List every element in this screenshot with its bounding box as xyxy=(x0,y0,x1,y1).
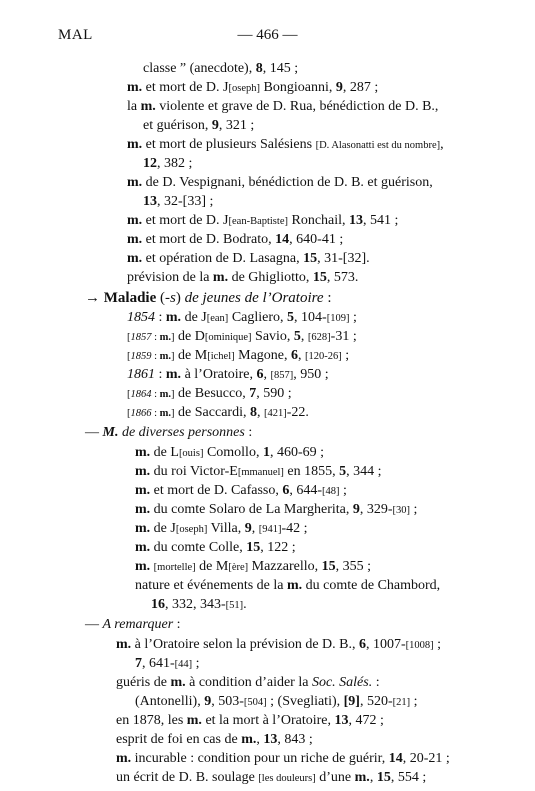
text-run: à condition d’aider la xyxy=(185,675,312,690)
text-run: 1861 xyxy=(127,367,155,382)
text-run: de D. Vespignani, bénédiction de D. B. et guérison, xyxy=(142,175,433,190)
index-line xyxy=(116,636,441,655)
text-run: et mort de plusieurs Salésiens xyxy=(142,137,316,152)
index-line xyxy=(127,250,370,268)
text-run: : xyxy=(323,290,332,306)
text-run: [941] xyxy=(258,524,282,535)
text-run: , 321 ; xyxy=(218,118,255,133)
text-run: -s xyxy=(165,290,176,306)
index-line xyxy=(85,424,252,442)
text-run: [ouis] xyxy=(178,448,204,459)
text-run: m. xyxy=(127,175,143,190)
index-line xyxy=(116,674,380,692)
text-run: m. xyxy=(159,389,172,400)
text-run: (Antonelli), xyxy=(135,694,205,709)
index-line xyxy=(135,693,418,712)
text-run: de J xyxy=(181,310,207,325)
index-line xyxy=(127,136,444,155)
text-run: [1008] xyxy=(405,640,434,651)
text-run: et mort de D. J xyxy=(142,80,229,95)
text-run: M. xyxy=(102,425,119,440)
text-run: , 344 ; xyxy=(346,464,382,479)
text-run: de L xyxy=(150,445,179,460)
text-run: m. xyxy=(135,521,151,536)
text-run: ; (Svegliati), xyxy=(266,694,344,709)
text-run: : xyxy=(151,351,160,362)
text-run: : xyxy=(155,310,166,325)
text-run: ; xyxy=(192,656,200,671)
text-run: en 1878, les xyxy=(116,713,187,728)
text-run: du comte de Chambord, xyxy=(302,578,441,593)
text-run: Cagliero, xyxy=(228,310,288,325)
text-run: 9 xyxy=(211,118,219,133)
text-run: 1857 xyxy=(130,332,152,343)
text-run: A remarquer xyxy=(102,617,174,632)
text-run: 5 xyxy=(293,329,301,344)
text-run: et opération de D. Lasagna, xyxy=(142,251,304,266)
text-run: Savio, xyxy=(251,329,294,344)
text-run: de M xyxy=(174,348,208,363)
text-run: m. xyxy=(140,99,156,114)
text-run: du roi Victor-E xyxy=(150,464,238,479)
text-run: — xyxy=(85,617,103,632)
text-run: prévision de la xyxy=(127,270,213,285)
text-run: ] xyxy=(171,332,175,343)
index-line xyxy=(143,155,192,173)
text-run: , xyxy=(298,348,306,363)
text-run: , xyxy=(256,405,264,420)
text-run: 7 xyxy=(135,656,142,671)
text-run: , xyxy=(251,521,259,536)
index-line xyxy=(143,60,298,78)
text-run: 13 xyxy=(349,213,364,228)
text-run: ; xyxy=(339,483,347,498)
text-run: m. xyxy=(159,351,172,362)
text-run: en 1855, xyxy=(283,464,340,479)
text-run: de Besucco, xyxy=(174,386,250,401)
text-run: de J xyxy=(150,521,176,536)
text-run: et mort de D. Cafasso, xyxy=(150,483,283,498)
text-run: m. xyxy=(135,502,151,517)
text-run: : xyxy=(151,389,160,400)
text-run: de M xyxy=(195,559,229,574)
text-run: du comte Solaro de La Margherita, xyxy=(150,502,353,517)
text-run: ; xyxy=(349,310,357,325)
text-run: → xyxy=(85,290,104,306)
index-line xyxy=(127,309,357,328)
text-run: ; xyxy=(410,502,418,517)
text-run: Villa, xyxy=(207,521,245,536)
text-run: , 641- xyxy=(142,656,175,671)
text-run: , xyxy=(300,329,308,344)
text-run: , 573. xyxy=(326,270,359,285)
text-run: incurable : condition pour un riche de guérir, xyxy=(131,751,389,766)
text-run: m. xyxy=(241,732,257,747)
text-run: de Saccardi, xyxy=(174,405,250,420)
text-run: [21] xyxy=(392,697,411,708)
text-run: , 104- xyxy=(294,310,327,325)
text-run: 12 xyxy=(143,156,157,171)
section-heading xyxy=(85,289,332,308)
text-run: 14 xyxy=(388,751,403,766)
text-run: 1 xyxy=(262,445,270,460)
text-run: , 382 ; xyxy=(157,156,193,171)
text-run: [D. Alasonatti est du nombre] xyxy=(315,140,441,151)
text-run: , 520- xyxy=(359,694,393,709)
text-run: [ominique] xyxy=(204,332,252,343)
index-line xyxy=(135,501,417,520)
text-run: : xyxy=(151,332,160,343)
text-run: [oseph] xyxy=(228,83,260,94)
text-run: m. xyxy=(170,675,186,690)
text-run: -31 ; xyxy=(330,329,357,344)
text-run: : xyxy=(244,425,253,440)
text-run: Mazzarello, xyxy=(248,559,322,574)
text-run: , 332, 343- xyxy=(165,597,226,612)
index-line xyxy=(127,98,438,116)
text-run: [44] xyxy=(174,659,193,670)
text-run: , 122 ; xyxy=(260,540,296,555)
text-run: 7 xyxy=(249,386,257,401)
text-run: 8 xyxy=(255,61,263,76)
text-run: 13 xyxy=(334,713,349,728)
text-run: , 145 ; xyxy=(262,61,299,76)
text-run: [ean-Baptiste] xyxy=(228,216,288,227)
text-run: m. xyxy=(212,270,229,285)
text-run: , 1007- xyxy=(366,637,406,652)
text-run: 16 xyxy=(151,597,165,612)
text-run: ] xyxy=(171,408,175,419)
text-run: , 541 ; xyxy=(363,213,399,228)
text-run: m. xyxy=(135,559,151,574)
index-line xyxy=(143,117,254,135)
text-run: un écrit de D. B. soulage xyxy=(116,770,259,785)
text-run: , 843 ; xyxy=(277,732,313,747)
index-line xyxy=(151,596,247,615)
text-run: [48] xyxy=(322,486,340,497)
text-run: 8 xyxy=(249,405,257,420)
text-run: la xyxy=(127,99,141,114)
text-run: Bongioanni, xyxy=(260,80,336,95)
index-line xyxy=(127,79,378,98)
text-run: 1859 xyxy=(130,351,152,362)
text-run: 1854 xyxy=(127,310,155,325)
text-run: m. xyxy=(159,408,172,419)
text-run: , xyxy=(263,367,271,382)
text-run: de D xyxy=(174,329,205,344)
text-run: 15 xyxy=(312,270,327,285)
index-line xyxy=(127,404,309,423)
text-run: ) xyxy=(175,290,185,306)
index-line xyxy=(127,212,398,231)
text-run: , xyxy=(440,137,444,152)
text-run: , 31-[32]. xyxy=(317,251,370,266)
text-run: [mortelle] xyxy=(153,562,196,573)
text-run: ; xyxy=(433,637,442,652)
text-run: m. xyxy=(127,80,143,95)
text-run: [ère] xyxy=(228,562,249,573)
text-run: [ xyxy=(127,389,131,400)
text-run: m. xyxy=(127,213,143,228)
text-run: m. xyxy=(127,251,143,266)
text-run: , xyxy=(256,732,264,747)
text-run: Soc. Salés. xyxy=(311,675,373,690)
index-line xyxy=(143,193,213,211)
index-line xyxy=(127,385,292,404)
text-run: [oseph] xyxy=(175,524,208,535)
text-run: m. xyxy=(165,367,182,382)
index-line xyxy=(135,558,371,577)
index-line xyxy=(135,520,308,539)
text-run: [421] xyxy=(263,408,287,419)
text-run: m. xyxy=(127,137,143,152)
text-run: [628] xyxy=(307,332,331,343)
text-run: ; xyxy=(410,694,418,709)
text-run: , 640-41 ; xyxy=(289,232,344,247)
text-run: 5 xyxy=(339,464,347,479)
text-run: Maladie xyxy=(103,290,157,306)
index-line xyxy=(135,444,324,463)
text-run: , 355 ; xyxy=(335,559,371,574)
index-line xyxy=(127,328,357,347)
text-run: , 503- xyxy=(211,694,244,709)
text-run: [ichel] xyxy=(207,351,235,362)
text-run: 1864 xyxy=(130,389,152,400)
text-run: 15 xyxy=(376,770,391,785)
text-run: , 287 ; xyxy=(342,80,379,95)
text-run: , xyxy=(369,770,377,785)
text-run: [9] xyxy=(343,694,360,709)
text-run: de Ghigliotto, xyxy=(228,270,313,285)
text-run: esprit de foi en cas de xyxy=(116,732,242,747)
text-run: 15 xyxy=(303,251,318,266)
text-run: ; xyxy=(341,348,350,363)
text-run: , 644- xyxy=(289,483,323,498)
text-run: [30] xyxy=(392,505,411,516)
text-run: [120-26] xyxy=(305,351,342,362)
text-run: . xyxy=(243,597,247,612)
text-run: à l’Oratoire selon la prévision de D. B., xyxy=(131,637,359,652)
text-run: m. xyxy=(159,332,172,343)
text-run: m. xyxy=(127,232,143,247)
text-run: m. xyxy=(165,310,182,325)
text-run: 9 xyxy=(244,521,252,536)
text-run: 9 xyxy=(335,80,343,95)
text-run: : xyxy=(151,408,160,419)
text-run: [51] xyxy=(225,600,244,611)
index-line xyxy=(127,347,349,366)
text-run: , 20-21 ; xyxy=(402,751,450,766)
text-run: 6 xyxy=(291,348,299,363)
index-line xyxy=(127,231,343,249)
text-run: 6 xyxy=(282,483,290,498)
index-line xyxy=(135,577,440,595)
text-run: [ xyxy=(127,332,131,343)
text-run: et mort de D. Bodrato, xyxy=(142,232,276,247)
text-run: nature et événements de la xyxy=(135,578,287,593)
text-run: m. xyxy=(135,445,151,460)
text-run: m. xyxy=(135,483,151,498)
text-run: classe ” (anecdote), xyxy=(143,61,256,76)
text-run: , 329- xyxy=(359,502,393,517)
text-run: ( xyxy=(156,290,165,306)
text-run: , 460-69 ; xyxy=(269,445,325,460)
text-run: 15 xyxy=(321,559,336,574)
index-line xyxy=(135,463,382,482)
running-head: MAL xyxy=(58,27,93,43)
text-run: : xyxy=(372,675,380,690)
index-line xyxy=(116,769,426,788)
text-run: — xyxy=(85,425,103,440)
text-run: [les douleurs] xyxy=(258,773,316,784)
text-run: , 472 ; xyxy=(348,713,384,728)
text-run: 13 xyxy=(263,732,278,747)
text-run: [mmanuel] xyxy=(237,467,284,478)
text-run: [504] xyxy=(243,697,267,708)
text-run: , 32-[33] ; xyxy=(157,194,214,209)
text-run: , 590 ; xyxy=(256,386,292,401)
text-run: [857] xyxy=(270,370,294,381)
text-run: 6 xyxy=(256,367,264,382)
text-run: de jeunes de l’Oratoire xyxy=(184,290,324,306)
text-run: m. xyxy=(116,637,132,652)
text-run: m. xyxy=(135,464,151,479)
index-line xyxy=(85,616,181,634)
text-run: : xyxy=(173,617,181,632)
index-line xyxy=(127,269,358,287)
index-line xyxy=(116,712,384,730)
page-number: — 466 — xyxy=(237,27,298,43)
text-run: m. xyxy=(354,770,370,785)
text-run: 9 xyxy=(204,694,212,709)
text-run: Magone, xyxy=(234,348,292,363)
text-run: à l’Oratoire, xyxy=(181,367,257,382)
text-run: m. xyxy=(116,751,132,766)
text-run: et la mort à l’Oratoire, xyxy=(201,713,335,728)
text-run: -22. xyxy=(286,405,309,420)
index-line xyxy=(135,655,200,674)
text-run: 15 xyxy=(246,540,261,555)
text-run: [ean] xyxy=(206,313,229,324)
index-line xyxy=(116,750,450,768)
text-run: 5 xyxy=(287,310,295,325)
text-run: Comollo, xyxy=(203,445,263,460)
text-run: Ronchail, xyxy=(287,213,350,228)
text-run: 13 xyxy=(143,194,157,209)
text-run: [ xyxy=(127,408,131,419)
text-run: -42 ; xyxy=(281,521,308,536)
text-run: et mort de D. J xyxy=(142,213,229,228)
text-run: [ xyxy=(127,351,131,362)
text-run: m. xyxy=(135,540,151,555)
text-run: , 950 ; xyxy=(293,367,329,382)
index-line xyxy=(135,482,347,501)
text-run: d’une xyxy=(315,770,355,785)
text-run: 1866 xyxy=(130,408,152,419)
text-run: guéris de xyxy=(116,675,171,690)
index-line xyxy=(127,174,433,192)
text-run: [109] xyxy=(326,313,350,324)
index-line xyxy=(116,731,313,749)
index-line xyxy=(135,539,296,557)
text-run: m. xyxy=(286,578,303,593)
text-run: et guérison, xyxy=(143,118,212,133)
text-run: m. xyxy=(186,713,202,728)
text-run: de diverses personnes xyxy=(118,425,245,440)
text-run: 9 xyxy=(352,502,360,517)
text-run: violente et grave de D. Rua, bénédiction de D. B., xyxy=(155,99,439,114)
text-run: du comte Colle, xyxy=(150,540,247,555)
text-run: 14 xyxy=(275,232,290,247)
text-run: , 554 ; xyxy=(390,770,427,785)
text-run: 6 xyxy=(359,637,366,652)
index-line xyxy=(127,366,329,385)
text-run: : xyxy=(155,367,166,382)
text-run: ] xyxy=(171,389,175,400)
text-run: ] xyxy=(171,351,175,362)
